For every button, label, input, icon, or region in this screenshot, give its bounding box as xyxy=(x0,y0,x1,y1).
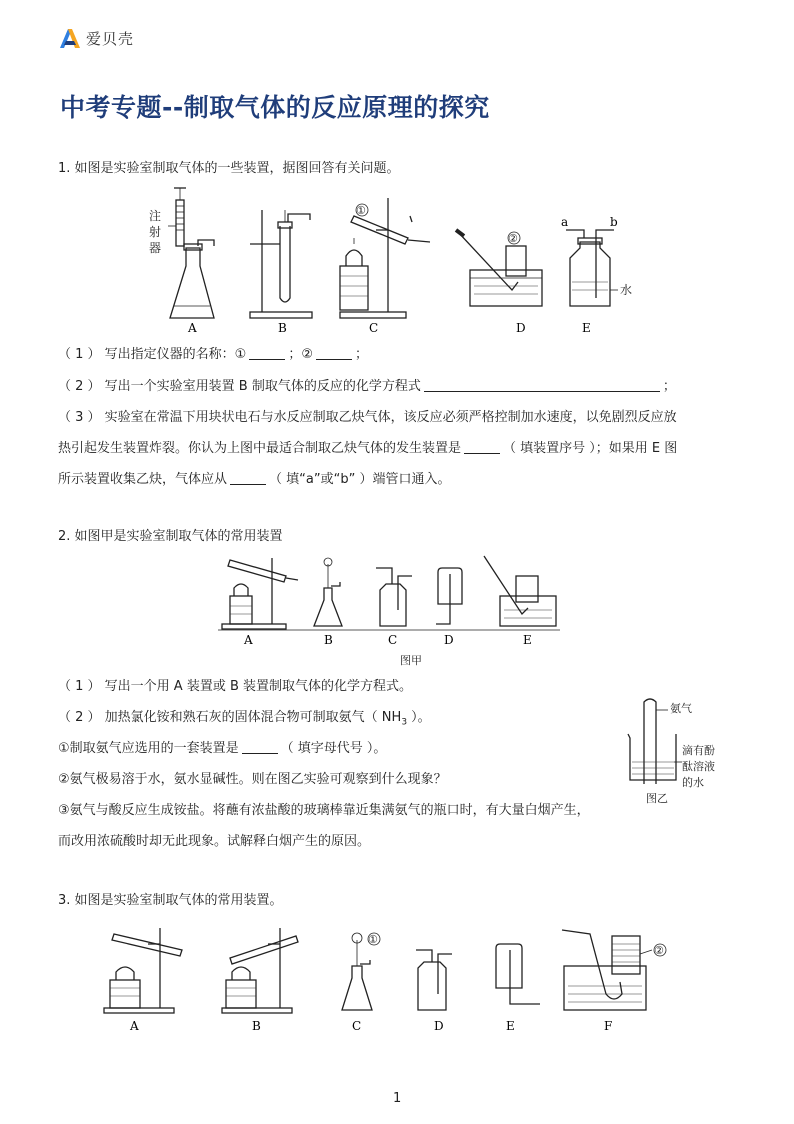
page-title: 中考专题--制取气体的反应原理的探究 xyxy=(60,93,490,122)
q3-circle-label-2: ② xyxy=(654,944,664,957)
q2-label-d: D xyxy=(444,633,454,647)
q2-label-c: C xyxy=(388,633,398,647)
q2-sub3-line1: ③氨气与酸反应生成铵盐。将蘸有浓盐酸的玻璃棒靠近集满氨气的瓶口时，有大量白烟产生， xyxy=(58,803,590,818)
q2-label-b: B xyxy=(324,633,333,647)
q3-label-c: C xyxy=(352,1019,362,1033)
q2-apparatus-b xyxy=(314,558,342,626)
q2-part2-post: ）。 xyxy=(407,710,431,725)
q2-note-line3: 的水 xyxy=(682,776,704,789)
q1-part3-line3 xyxy=(58,472,450,488)
q2-sub3-line2: 而改用浓硫酸时却无此现象。试解释白烟产生的原因。 xyxy=(58,834,371,849)
q1-label-b: B xyxy=(278,321,287,335)
q2-figure-yi xyxy=(624,696,744,808)
q2-note-line2: 酞溶液 xyxy=(682,760,715,773)
q3-label-e: E xyxy=(506,1019,515,1033)
q2-apparatus-e xyxy=(484,556,556,626)
q2-apparatus-c xyxy=(376,568,412,626)
q1-label-c: C xyxy=(369,321,379,335)
q1-stem: 1. 如图是实验室制取气体的一些装置，据图回答有关问题。 xyxy=(58,161,400,176)
q2-figure-jia xyxy=(216,550,566,672)
q1-blank-5[interactable] xyxy=(230,472,266,485)
q2-part1: （ 1 ） 写出一个用 A 装置或 B 装置制取气体的化学方程式。 xyxy=(58,679,413,694)
q1-part1 xyxy=(58,347,368,363)
q2-apparatus-d xyxy=(436,568,462,624)
q2-label-a: A xyxy=(244,633,253,647)
q1-water-label: 水 xyxy=(620,283,633,297)
q1-label-a: A xyxy=(188,321,197,335)
q1-circle-label-1: ① xyxy=(356,204,366,217)
q3-apparatus-a xyxy=(104,928,182,1013)
q1-apparatus-e xyxy=(566,230,618,306)
q2-part2-sub: 3 xyxy=(401,717,408,728)
brand-logo-icon xyxy=(58,27,82,49)
q1-apparatus-d xyxy=(456,230,542,306)
q2-sub1 xyxy=(58,741,386,757)
q1-part2 xyxy=(58,379,676,395)
q1-part3-line2-post: （ 填装置序号 ）；如果用 E 图 xyxy=(503,441,678,456)
q3-label-a: A xyxy=(130,1019,139,1033)
page-number: 1 xyxy=(393,1091,402,1106)
q2-sub2: ②氨气极易溶于水，氨水显碱性。则在图乙实验可观察到什么现象？ xyxy=(58,772,447,787)
q1-tube-label-b: b xyxy=(610,215,618,229)
q1-part2-end: ； xyxy=(662,379,676,394)
q2-fig2-caption: 图乙 xyxy=(646,792,668,805)
q2-sub1-pre: ①制取氨气应选用的一套装置是 xyxy=(58,741,239,756)
q1-blank-3[interactable] xyxy=(424,379,660,392)
q1-blank-1[interactable] xyxy=(249,347,285,360)
q3-label-d: D xyxy=(434,1019,444,1033)
q3-apparatus-e xyxy=(496,944,540,1004)
q1-label-e: E xyxy=(582,321,591,335)
q1-part3-line3-post: （ 填“a”或“b” ）端管口通入。 xyxy=(269,472,451,487)
q1-apparatus-b xyxy=(250,210,312,318)
q3-apparatus-b xyxy=(222,928,298,1013)
q2-fig-caption: 图甲 xyxy=(400,654,422,667)
q2-stem: 2. 如图甲是实验室制取气体的常用装置 xyxy=(58,529,283,544)
q1-part1-end: ； xyxy=(354,347,368,362)
q2-part2 xyxy=(58,710,431,731)
q1-part3-line3-pre: 所示装置收集乙炔，气体应从 xyxy=(58,472,228,487)
q2-blank-1[interactable] xyxy=(242,741,278,754)
q1-tube-label-a: a xyxy=(561,215,569,229)
q1-part3-line2 xyxy=(58,441,677,457)
q1-syringe-label-2: 射 xyxy=(149,225,162,239)
q3-label-b: B xyxy=(252,1019,261,1033)
q1-apparatus-c xyxy=(340,198,430,318)
q1-part1-mid: ；② xyxy=(288,347,313,362)
q2-label-e: E xyxy=(523,633,532,647)
q2-apparatus-a xyxy=(222,558,298,629)
q2-part2-pre: （ 2 ） 加热氯化铵和熟石灰的固体混合物可制取氨气（ NH xyxy=(58,710,402,725)
q1-circle-label-2: ② xyxy=(508,232,518,245)
q2-sub1-post: （ 填字母代号 ）。 xyxy=(280,741,387,756)
q1-apparatus-a xyxy=(168,188,214,318)
q1-part1-prefix: （ 1 ） 写出指定仪器的名称：① xyxy=(58,347,247,362)
q2-ammonia-label: 氨气 xyxy=(670,702,692,715)
q3-apparatus-figure xyxy=(100,924,680,1036)
q1-part3-line1: （ 3 ） 实验室在常温下用块状电石与水反应制取乙炔气体，该反应必须严格控制加水速度，以免剧烈反应放 xyxy=(58,410,677,425)
q3-circle-label-1: ① xyxy=(368,933,378,946)
q1-part3-line2-pre: 热引起发生装置炸裂。你认为上图中最适合制取乙炔气体的发生装置是 xyxy=(58,441,462,456)
q3-label-f: F xyxy=(604,1019,613,1033)
q3-apparatus-d xyxy=(416,950,452,1010)
q1-part2-text: （ 2 ） 写出一个实验室用装置 B 制取气体的反应的化学方程式 xyxy=(58,379,421,394)
q3-apparatus-f xyxy=(562,930,666,1010)
q1-syringe-label-3: 器 xyxy=(149,241,162,255)
brand-logo xyxy=(58,26,134,50)
q2-note-line1: 滴有酚 xyxy=(682,744,715,757)
q1-apparatus-figure xyxy=(140,186,640,336)
q1-blank-4[interactable] xyxy=(464,441,500,454)
q1-blank-2[interactable] xyxy=(316,347,352,360)
q3-stem: 3. 如图是实验室制取气体的常用装置。 xyxy=(58,893,283,908)
q1-label-d: D xyxy=(516,321,526,335)
brand-name: 爱贝壳 xyxy=(86,29,135,48)
q1-syringe-label-1: 注 xyxy=(149,209,162,223)
